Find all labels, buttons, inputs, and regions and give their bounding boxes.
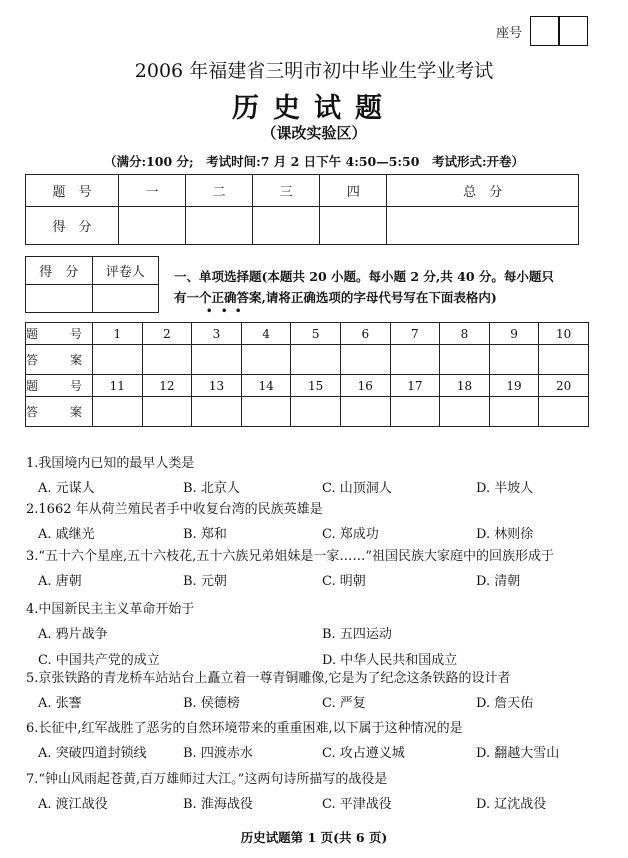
option-a[interactable]: A. 张謇 [38,696,82,711]
score-row-label: 得 分 [26,207,119,245]
grader-name-cell[interactable] [92,285,159,313]
answer-cell[interactable] [489,345,539,375]
option-b[interactable]: B. 北京人 [183,481,240,496]
score-col-total: 总 分 [387,175,579,207]
answer-cell[interactable] [539,345,589,375]
question-number-cell: 5 [291,323,341,345]
seat-number-box[interactable] [530,16,588,46]
score-col-4: 四 [320,175,387,207]
answer-label: 答 案 [26,345,93,375]
answer-cell[interactable] [489,397,539,427]
page-footer: 历史试题第 1 页(共 6 页) [240,830,388,845]
answer-number-label: 题 号 [26,323,93,345]
question-number-cell: 9 [489,323,539,345]
answer-cell[interactable] [291,345,341,375]
option-c[interactable]: C. 严复 [322,696,366,711]
section-heading-line1: 一、单项选择题(本题共 20 小题。每小题 2 分,共 40 分。每小题只 [174,269,554,284]
answer-cell[interactable] [440,397,490,427]
answer-table [25,322,589,427]
question-stem: 2.1662 年从荷兰殖民者手中收复台湾的民族英雄是 [26,502,323,517]
grader-name-label: 评卷人 [92,257,159,285]
question-number-cell: 10 [539,323,589,345]
answer-cell[interactable] [93,345,143,375]
question-number-cell: 6 [340,323,390,345]
answer-cell[interactable] [93,397,143,427]
option-a[interactable]: A. 戚继光 [38,527,95,542]
option-b[interactable]: B. 四渡赤水 [183,746,253,761]
score-cell[interactable] [320,207,387,245]
answer-cell[interactable] [340,397,390,427]
question-stem: 3.“五十六个星座,五十六枝花,五十六族兄弟姐妹是一家……”祖国民族大家庭中的回族形成于 [26,549,554,564]
subtitle: （课改实验区） [261,124,367,142]
answer-cell[interactable] [539,397,589,427]
question-number-cell: 14 [241,375,291,397]
question-number-cell: 20 [539,375,589,397]
answer-cell[interactable] [390,397,440,427]
option-d[interactable]: D. 半坡人 [476,481,534,496]
option-a[interactable]: A. 唐朝 [38,574,82,589]
answer-cell[interactable] [192,397,242,427]
score-cell[interactable] [253,207,320,245]
option-c[interactable]: C. 山顶洞人 [322,481,392,496]
subject-title: 历史试题 [232,93,396,124]
answer-number-label: 题 号 [26,375,93,397]
option-b[interactable]: B. 侯德榜 [183,696,240,711]
option-a[interactable]: A. 元谋人 [38,481,95,496]
option-b[interactable]: B. 五四运动 [322,627,392,642]
score-header-label: 题 号 [26,175,119,207]
answer-label: 答 案 [26,397,93,427]
option-b[interactable]: B. 郑和 [183,527,227,542]
question-number-cell: 17 [390,375,440,397]
exam-info: （满分:100 分; 考试时间:7 月 2 日下午 4:50—5:50 考试形式:开卷） [103,154,525,169]
answer-cell[interactable] [142,345,192,375]
option-d[interactable]: D. 辽沈战役 [476,797,547,812]
grader-table [25,256,159,313]
answer-cell[interactable] [390,345,440,375]
option-d[interactable]: D. 中华人民共和国成立 [322,653,458,668]
answer-cell[interactable] [440,345,490,375]
question-number-cell: 13 [192,375,242,397]
option-b[interactable]: B. 淮海战役 [183,797,253,812]
score-cell[interactable] [119,207,186,245]
section-heading [174,266,604,316]
question-stem: 6.长征中,红军战胜了恶劣的自然环境带来的重重困难,以下属于这种情况的是 [26,721,463,736]
score-cell[interactable] [186,207,253,245]
question-number-cell: 4 [241,323,291,345]
question-number-cell: 8 [440,323,490,345]
score-cell[interactable] [387,207,579,245]
seat-label: 座号 [496,26,523,41]
emphasis-dots: • • • [206,306,242,317]
question-stem: 7.“钟山风雨起苍黄,百万雄师过大江。”这两句诗所描写的战役是 [26,772,388,787]
option-a[interactable]: A. 突破四道封锁线 [38,746,147,761]
question-number-cell: 12 [142,375,192,397]
question-number-cell: 16 [340,375,390,397]
question-number-cell: 7 [390,323,440,345]
score-col-3: 三 [253,175,320,207]
option-a[interactable]: A. 鸦片战争 [38,627,108,642]
answer-cell[interactable] [192,345,242,375]
question-number-cell: 19 [489,375,539,397]
score-table [25,174,579,245]
question-number-cell: 1 [93,323,143,345]
option-b[interactable]: B. 元朝 [183,574,227,589]
option-d[interactable]: D. 詹天佑 [476,696,534,711]
option-c[interactable]: C. 郑成功 [322,527,379,542]
answer-cell[interactable] [241,345,291,375]
answer-cell[interactable] [241,397,291,427]
option-c[interactable]: C. 攻占遵义城 [322,746,405,761]
exam-title: 2006 年福建省三明市初中毕业生学业考试 [134,60,494,82]
answer-cell[interactable] [291,397,341,427]
grader-score-cell[interactable] [26,285,93,313]
question-stem: 5.京张铁路的青龙桥车站站台上矗立着一尊青铜雕像,它是为了纪念这条铁路的设计者 [26,671,511,686]
score-col-1: 一 [119,175,186,207]
option-c[interactable]: C. 平津战役 [322,797,392,812]
question-number-cell: 18 [440,375,490,397]
question-number-cell: 3 [192,323,242,345]
grader-score-label: 得 分 [26,257,93,285]
question-stem: 4.中国新民主主义革命开始于 [26,602,195,617]
answer-cell[interactable] [142,397,192,427]
question-stem: 1.我国境内已知的最早人类是 [26,456,195,471]
question-number-cell: 2 [142,323,192,345]
option-a[interactable]: A. 渡江战役 [38,797,108,812]
option-c[interactable]: C. 中国共产党的成立 [38,653,160,668]
answer-cell[interactable] [340,345,390,375]
option-d[interactable]: D. 林则徐 [476,527,534,542]
question-number-cell: 15 [291,375,341,397]
score-col-2: 二 [186,175,253,207]
section-heading-line2: 有一个正确答案,请将正确选项的字母代号写在下面表格内) [174,290,497,305]
option-c[interactable]: C. 明朝 [322,574,366,589]
question-number-cell: 11 [93,375,143,397]
option-d[interactable]: D. 翻越大雪山 [476,746,560,761]
option-d[interactable]: D. 清朝 [476,574,521,589]
